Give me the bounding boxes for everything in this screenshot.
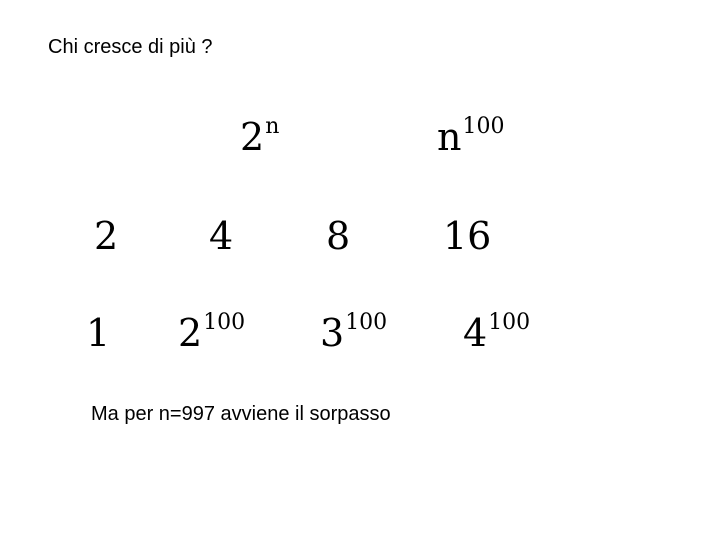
expression-exponent: 100 [462,114,505,139]
power-100-value [463,310,531,355]
expression-base: 1 [86,311,111,355]
expression-exponent: 100 [203,310,246,335]
conclusion-text: Ma per n=997 avviene il sorpasso [91,403,391,425]
expression-base: 3 [320,311,345,355]
power-100-value [320,310,388,355]
question-text: Chi cresce di più ? [48,36,213,58]
power-of-two-value: 8 [326,214,351,258]
power-100-value [86,311,111,355]
expression-base: n [437,115,462,159]
expression-exponent: 100 [345,310,388,335]
power-100-value [178,310,246,355]
power-of-two-value: 4 [209,214,234,258]
expression-base: 2 [178,311,203,355]
expression-two-to-n [240,114,280,159]
expression-n-to-100 [437,114,505,159]
power-of-two-value: 2 [94,214,119,258]
expression-base: 2 [240,115,265,159]
expression-exponent: n [265,114,280,139]
power-of-two-value: 16 [443,214,492,258]
expression-base: 4 [463,311,488,355]
expression-exponent: 100 [488,310,531,335]
